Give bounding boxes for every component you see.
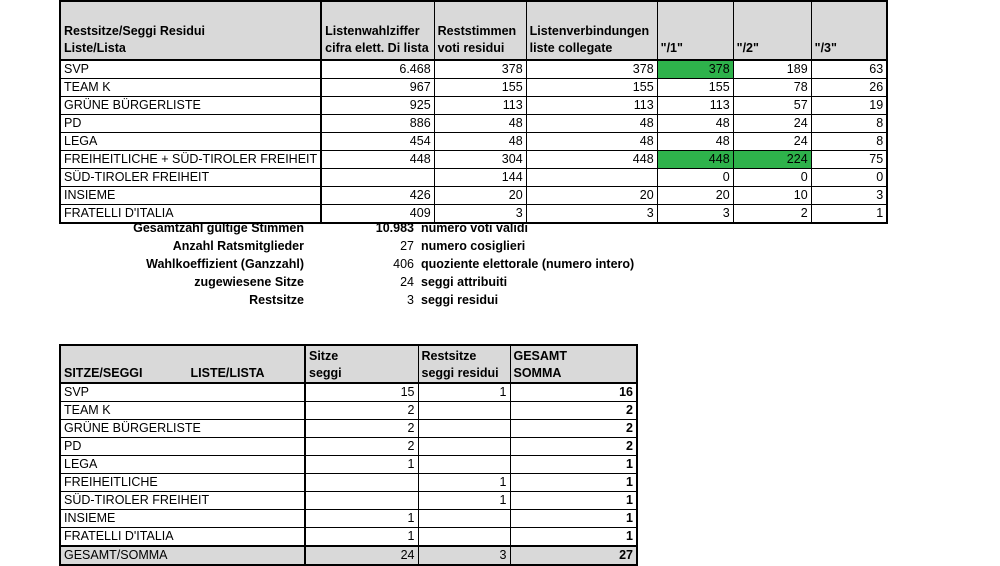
cell: 0: [733, 169, 811, 187]
list-name: TEAM K: [60, 402, 305, 420]
cell: 48: [434, 115, 526, 133]
table-row: [60, 383, 637, 402]
cell-total: 2: [510, 420, 637, 438]
summary-label-de: Wahlkoeffizient (Ganzzahl): [146, 257, 304, 271]
cell: 19: [811, 97, 887, 115]
cell: 24: [733, 133, 811, 151]
cell-total: 1: [510, 510, 637, 528]
table-row: [60, 169, 887, 187]
list-name: FREIHEITLICHE + SÜD-TIROLER FREIHEIT: [60, 151, 321, 169]
total-row: [60, 546, 637, 565]
list-name: SVP: [60, 383, 305, 402]
summary-label-de: Restsitze: [249, 293, 304, 307]
total-label: GESAMT/SOMMA: [60, 546, 305, 565]
cell-total: 2: [510, 438, 637, 456]
cell: 26: [811, 79, 887, 97]
cell: 155: [434, 79, 526, 97]
cell: 20: [526, 187, 657, 205]
list-name: FRATELLI D'ITALIA: [60, 205, 321, 224]
cell: 10: [733, 187, 811, 205]
list-name: SVP: [60, 60, 321, 79]
summary-label-de: zugewiesene Sitze: [194, 275, 304, 289]
cell: [321, 169, 434, 187]
list-name: PD: [60, 438, 305, 456]
list-name: INSIEME: [60, 510, 305, 528]
cell: 1: [305, 456, 418, 474]
cell: 48: [434, 133, 526, 151]
table-row: [60, 528, 637, 547]
summary-row-valid-votes: [59, 219, 679, 237]
list-name: GRÜNE BÜRGERLISTE: [60, 97, 321, 115]
header-div-3: "/3": [811, 1, 887, 60]
summary-label-de: Gesamtzahl gültige Stimmen: [133, 221, 304, 235]
cell-total: 16: [510, 383, 637, 402]
cell: 925: [321, 97, 434, 115]
cell: 2: [733, 205, 811, 224]
cell: 1: [305, 510, 418, 528]
cell: 1: [305, 528, 418, 547]
summary-value: 27: [400, 239, 414, 253]
cell: [526, 169, 657, 187]
header-seats-list: SITZE/SEGGI LISTE/LISTA: [60, 345, 305, 383]
list-name: INSIEME: [60, 187, 321, 205]
header-list-vote-figure: Listenwahlziffer cifra elett. Di lista: [321, 1, 434, 60]
cell: 2: [305, 420, 418, 438]
list-name: SÜD-TIROLER FREIHEIT: [60, 492, 305, 510]
summary-row-assigned-seats: [59, 273, 679, 291]
summary-label-it: seggi residui: [421, 293, 499, 307]
cell: 967: [321, 79, 434, 97]
cell: 0: [811, 169, 887, 187]
cell: [418, 420, 510, 438]
summary-value: 24: [400, 275, 414, 289]
cell: 1: [418, 383, 510, 402]
cell: 57: [733, 97, 811, 115]
summary-row-residual-seats: [59, 291, 679, 309]
cell: 6.468: [321, 60, 434, 79]
cell: 113: [434, 97, 526, 115]
table-row: [60, 420, 637, 438]
summary-row-council-members: [59, 237, 679, 255]
list-name: LEGA: [60, 456, 305, 474]
cell-total: 1: [510, 474, 637, 492]
header-list-connections: Listenverbindungen liste collegate: [526, 1, 657, 60]
cell: 8: [811, 133, 887, 151]
table-row: [60, 60, 887, 79]
cell: 448: [321, 151, 434, 169]
table-row: [60, 456, 637, 474]
header-div-1: "/1": [657, 1, 733, 60]
cell: 3: [526, 205, 657, 224]
cell: 2: [305, 438, 418, 456]
cell: 113: [526, 97, 657, 115]
summary-label-it: seggi attribuiti: [421, 275, 508, 289]
cell: 48: [657, 133, 733, 151]
cell: [418, 510, 510, 528]
header-residual-seats: Restsitze seggi residui: [418, 345, 510, 383]
list-name: GRÜNE BÜRGERLISTE: [60, 420, 305, 438]
list-name: TEAM K: [60, 79, 321, 97]
summary-value: 406: [393, 257, 414, 271]
cell-highlighted: 224: [733, 151, 811, 169]
cell: [418, 402, 510, 420]
cell: 1: [418, 492, 510, 510]
cell: 2: [305, 402, 418, 420]
cell: 448: [526, 151, 657, 169]
list-name: FREIHEITLICHE: [60, 474, 305, 492]
cell: 1: [811, 205, 887, 224]
cell: 15: [305, 383, 418, 402]
cell: [305, 474, 418, 492]
cell: 78: [733, 79, 811, 97]
list-name: FRATELLI D'ITALIA: [60, 528, 305, 547]
cell-total: 1: [510, 456, 637, 474]
cell: 3: [811, 187, 887, 205]
header-residual-votes: Reststimmen voti residui: [434, 1, 526, 60]
table-row: [60, 115, 887, 133]
table2-header-row: [60, 345, 637, 383]
cell: 155: [526, 79, 657, 97]
total-residual: 3: [418, 546, 510, 565]
summary-label-it: quoziente elettorale (numero intero): [421, 257, 635, 271]
residual-seats-table: [59, 0, 888, 224]
cell: 409: [321, 205, 434, 224]
total-sum: 27: [510, 546, 637, 565]
summary-value: 10.983: [375, 221, 414, 235]
table-row: [60, 97, 887, 115]
list-name: LEGA: [60, 133, 321, 151]
header-seats: Sitze seggi: [305, 345, 418, 383]
cell: 113: [657, 97, 733, 115]
cell: 304: [434, 151, 526, 169]
table-row: [60, 133, 887, 151]
header-div-2: "/2": [733, 1, 811, 60]
table-row: [60, 79, 887, 97]
table-row: [60, 438, 637, 456]
cell: [418, 528, 510, 547]
cell: [418, 438, 510, 456]
cell: 24: [733, 115, 811, 133]
cell: 75: [811, 151, 887, 169]
cell: 0: [657, 169, 733, 187]
list-name: SÜD-TIROLER FREIHEIT: [60, 169, 321, 187]
cell-highlighted: 448: [657, 151, 733, 169]
cell-total: 1: [510, 528, 637, 547]
cell: 144: [434, 169, 526, 187]
cell: 63: [811, 60, 887, 79]
cell: 426: [321, 187, 434, 205]
list-name: PD: [60, 115, 321, 133]
header-total: GESAMT SOMMA: [510, 345, 637, 383]
total-seats: 24: [305, 546, 418, 565]
summary-label-de: Anzahl Ratsmitglieder: [172, 239, 304, 253]
summary-value: 3: [407, 293, 414, 307]
cell: 378: [526, 60, 657, 79]
summary-row-quotient: [59, 255, 679, 273]
cell: 454: [321, 133, 434, 151]
cell: 48: [657, 115, 733, 133]
table-row: [60, 151, 887, 169]
table1-header-row: [60, 1, 887, 60]
cell: 8: [811, 115, 887, 133]
cell-highlighted: 378: [657, 60, 733, 79]
cell: 378: [434, 60, 526, 79]
summary-label-it: numero cosiglieri: [421, 239, 526, 253]
table-row: [60, 510, 637, 528]
cell: 48: [526, 115, 657, 133]
cell-total: 2: [510, 402, 637, 420]
cell: 20: [657, 187, 733, 205]
table-row: [60, 492, 637, 510]
cell-total: 1: [510, 492, 637, 510]
summary-label-it: numero voti validi: [421, 221, 528, 235]
cell: 886: [321, 115, 434, 133]
cell: 155: [657, 79, 733, 97]
seats-table: [59, 344, 638, 566]
header-list: Restsitze/Seggi Residui Liste/Lista: [60, 1, 321, 60]
cell: 48: [526, 133, 657, 151]
cell: 3: [657, 205, 733, 224]
cell: 3: [434, 205, 526, 224]
cell: 20: [434, 187, 526, 205]
cell: [305, 492, 418, 510]
table-row: [60, 187, 887, 205]
cell: 1: [418, 474, 510, 492]
cell: 189: [733, 60, 811, 79]
table-row: [60, 474, 637, 492]
cell: [418, 456, 510, 474]
table-row: [60, 402, 637, 420]
